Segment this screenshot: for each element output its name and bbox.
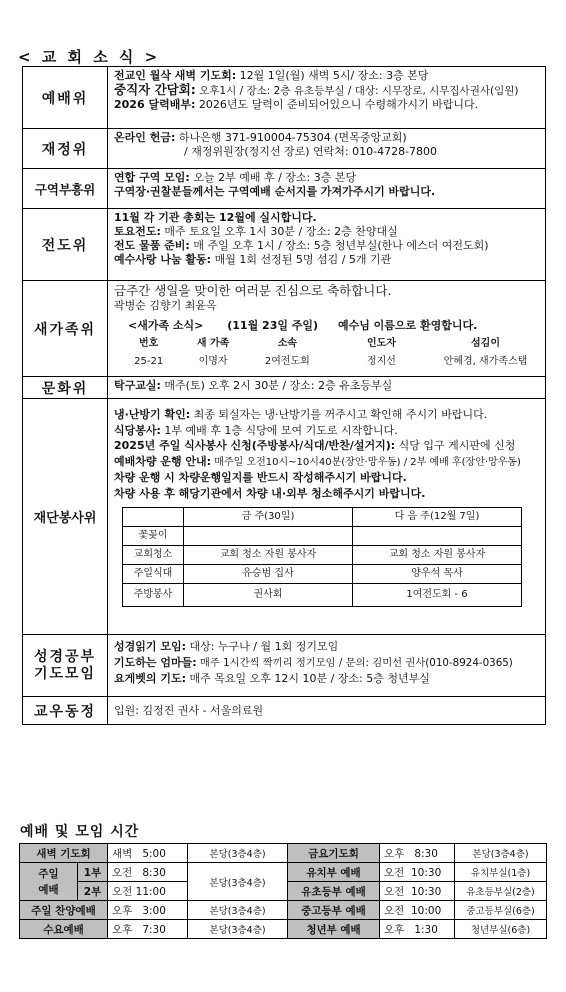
service-row: 주일식대 유승범 집사 양우석 목사 xyxy=(123,565,522,584)
section-content: 냉·난방기 확인: 최종 퇴실자는 냉·난방기를 꺼주시고 확인해 주시기 바랍니다. 식당봉사: 1부 예배 후 1층 식당에 모여 기도로 시작합니다. 2025년 주일 식사봉사 신청(주방봉사/식대/반찬/설거지): 식당 입구 게시판에 신청 예배차량 운행 안내: 매주일 오전10시~10시40분(장안·망우동) / 2부 예배 후(장안·망우동) 차량 운행 시 차량운행일지를 반드시 작성해주시기 바랍니다. 차량 사용 후 해당기관에서 차량 내·외부 청소해주시기 바랍니다. 금 주(30일) 다 음 주(12월 7일) 꽃꽂이 교회청소 교회 청소 자원 봉사자 교회 청소 자원 봉사자 주일식대 유승범 집사 양우석 목사 주방봉사 권사회 1여전도회 - 6 xyxy=(108,399,546,635)
section-label: 새가족위 xyxy=(23,281,108,377)
service-schedule-table: 금 주(30일) 다 음 주(12월 7일) 꽃꽂이 교회청소 교회 청소 자원 봉사자 교회 청소 자원 봉사자 주일식대 유승범 집사 양우석 목사 주방봉사 권사회 1여전도회 - 6 xyxy=(122,507,522,607)
section-label: 재정위 xyxy=(23,129,108,169)
section-finance xyxy=(23,129,546,169)
section-content: 전교인 월삭 새벽 기도회: 12월 1일(월) 새벽 5시/ 장소: 3층 본당 중직자 간담회: 오후1시 / 장소: 2층 유초등부실 / 대상: 시무장로, 시무집사권사(임원) 2026 달력배부: 2026년도 달력이 준비되어있으니 수령해가시기 바랍니다. xyxy=(108,67,546,129)
schedule-row: 주일 예배 1부 오전 8:30 본당(3층4층) 유치부 예배 오전 10:30 유치부실(1층) xyxy=(20,863,547,882)
service-row: 주방봉사 권사회 1여전도회 - 6 xyxy=(123,584,522,607)
new-family-heading: <새가족 소식> (11월 23일 주일) 예수님 이름으로 환영합니다. xyxy=(128,318,478,332)
schedule-title: 예배 및 모임 시간 xyxy=(20,824,140,840)
schedule-table xyxy=(19,843,547,939)
service-row: 교회청소 교회 청소 자원 봉사자 교회 청소 자원 봉사자 xyxy=(123,546,522,565)
service-row: 꽃꽂이 xyxy=(123,527,522,546)
section-content: 성경읽기 모임: 대상: 누구나 / 월 1회 정기모임 기도하는 엄마들: 매주 1시간씩 짝끼리 정기모임 / 문의: 김미선 권사(010-8924-0365) 요게벳의 기도: 매주 목요일 오후 12시 10분 / 장소: 5층 청년부실 xyxy=(108,635,546,697)
schedule-row: 2부 오전 11:00 유초등부 예배 오전 10:30 유초등부실(2층) xyxy=(20,882,547,901)
section-member-news xyxy=(23,697,546,725)
church-news-table xyxy=(22,66,546,725)
new-family-header-row: 번호 새 가족 소속 인도자 섬김이 xyxy=(139,337,500,349)
section-label: 예배위 xyxy=(23,67,108,129)
section-content: 입원: 김정진 권사 - 서울의료원 xyxy=(108,697,546,725)
section-label: 전도위 xyxy=(23,209,108,281)
section-bible-prayer xyxy=(23,635,546,697)
section-label: 구역부흥위 xyxy=(23,169,108,209)
section-content: 탁구교실: 매주(토) 오후 2시 30분 / 장소: 2층 유초등부실 xyxy=(108,377,546,399)
new-family-row: 25-21 이명자 2여전도회 정지선 안혜경, 새가족스탭 xyxy=(134,355,528,367)
section-content: 연합 구역 모임: 오늘 2부 예배 후 / 장소: 3층 본당 구역장·권찰분들께서는 구역예배 순서지를 가져가주시기 바랍니다. xyxy=(108,169,546,209)
section-district xyxy=(23,169,546,209)
section-facilities xyxy=(23,399,546,635)
section-worship xyxy=(23,67,546,129)
schedule-row: 주일 찬양예배 오후 3:00 본당(3층4층) 중고등부 예배 오전 10:00 중고등부실(6층) xyxy=(20,901,547,920)
section-new-family xyxy=(23,281,546,377)
section-label: 교우동정 xyxy=(23,697,108,725)
section-content: 온라인 헌금: 하나은행 371-910004-75304 (면목중앙교회) / 재정위원장(정지선 장로) 연락처: 010-4728-7800 xyxy=(108,129,546,169)
schedule-row: 수요예배 오후 7:30 본당(3층4층) 청년부 예배 오후 1:30 청년부실(6층) xyxy=(20,920,547,939)
section-label: 문화위 xyxy=(23,377,108,399)
news-title: < 교 회 소 식 > xyxy=(18,48,161,66)
section-label: 재단봉사위 xyxy=(23,399,108,635)
section-culture xyxy=(23,377,546,399)
section-content: 11월 각 기관 총회는 12월에 실시합니다. 토요전도: 매주 토요일 오후 1시 30분 / 장소: 2층 찬양대실 전도 물품 준비: 매 주일 오후 1시 / 장소: 5층 청년부실(한나 에스더 여전도회) 예수사랑 나눔 활동: 매월 1회 선정된 5명 섬김 / 5개 기관 xyxy=(108,209,546,281)
section-evangelism xyxy=(23,209,546,281)
schedule-row: 새벽 기도회 새벽 5:00 본당(3층4층) 금요기도회 오후 8:30 본당(3층4층) xyxy=(20,844,547,863)
section-content: 금주간 생일을 맞이한 여러분 진심으로 축하합니다. 곽병순 김향기 최윤옥 <새가족 소식> (11월 23일 주일) 예수님 이름으로 환영합니다. 번호 새 가족 소속 인도자 섬김이 25-21 이명자 2여전도회 정지선 안혜경, 새가족스탭 xyxy=(108,281,546,377)
section-label: 성경공부 기도모임 xyxy=(23,635,108,697)
